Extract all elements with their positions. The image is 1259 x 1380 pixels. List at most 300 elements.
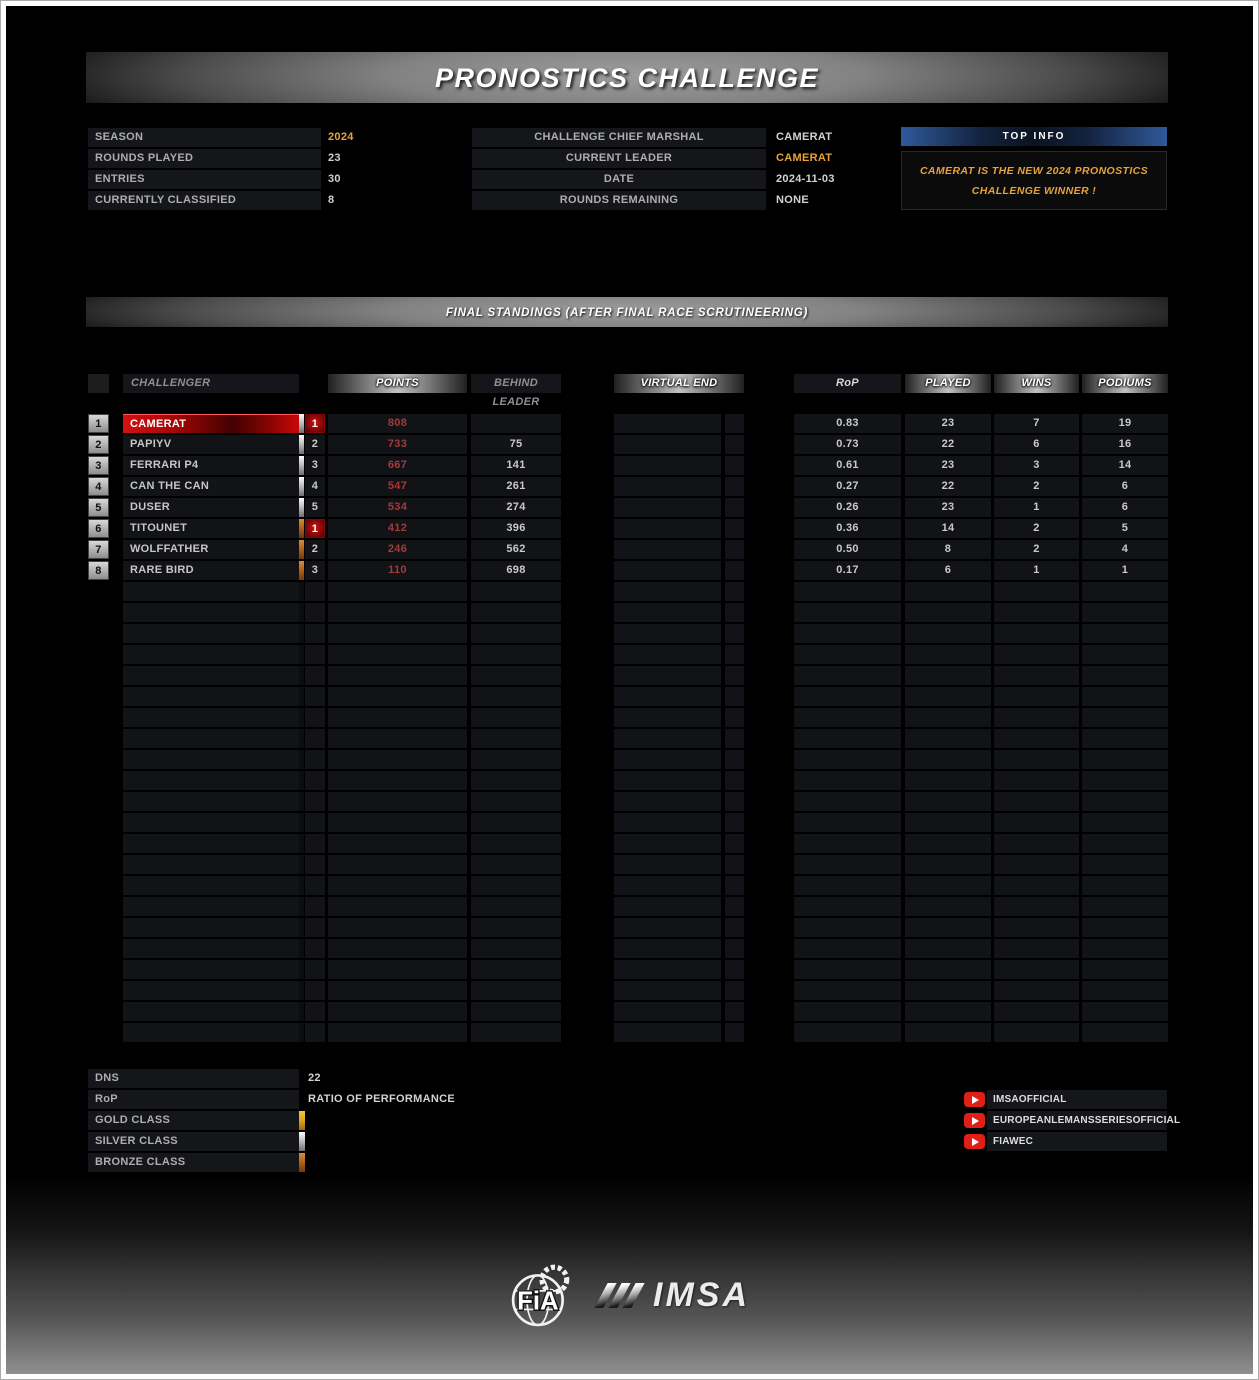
cell-wins[interactable]: [994, 1023, 1079, 1042]
cell-rop[interactable]: [794, 981, 901, 1000]
cell-rop[interactable]: [794, 813, 901, 832]
cell-podiums[interactable]: [1082, 792, 1168, 811]
cell-wins[interactable]: 3: [994, 456, 1079, 475]
cell-points[interactable]: 110: [328, 561, 467, 580]
cell-podiums[interactable]: [1082, 960, 1168, 979]
cell-points[interactable]: [328, 960, 467, 979]
cell-rop[interactable]: [794, 603, 901, 622]
cell-points[interactable]: [328, 645, 467, 664]
cell-behind-leader[interactable]: [471, 582, 561, 601]
cell-class-rank[interactable]: [305, 918, 325, 937]
cell-points[interactable]: [328, 981, 467, 1000]
cell-podiums[interactable]: [1082, 939, 1168, 958]
cell-behind-leader[interactable]: [471, 876, 561, 895]
cell-challenger[interactable]: RARE BIRD: [123, 561, 299, 580]
cell-class-rank[interactable]: 1: [305, 519, 325, 538]
cell-rop[interactable]: [794, 834, 901, 853]
cell-rop[interactable]: [794, 771, 901, 790]
cell-virtual-end-2[interactable]: [725, 540, 744, 559]
cell-rop[interactable]: 0.17: [794, 561, 901, 580]
cell-podiums[interactable]: [1082, 813, 1168, 832]
cell-points[interactable]: 733: [328, 435, 467, 454]
cell-virtual-end[interactable]: [614, 813, 721, 832]
cell-virtual-end-2[interactable]: [725, 750, 744, 769]
cell-behind-leader[interactable]: [471, 834, 561, 853]
cell-challenger[interactable]: [123, 603, 299, 622]
cell-virtual-end[interactable]: [614, 981, 721, 1000]
youtube-icon[interactable]: [964, 1092, 985, 1107]
cell-virtual-end[interactable]: [614, 435, 721, 454]
cell-played[interactable]: [905, 624, 991, 643]
cell-rop[interactable]: [794, 666, 901, 685]
cell-points[interactable]: [328, 834, 467, 853]
cell-rop[interactable]: [794, 897, 901, 916]
cell-virtual-end-2[interactable]: [725, 771, 744, 790]
cell-class-rank[interactable]: [305, 981, 325, 1000]
cell-wins[interactable]: [994, 960, 1079, 979]
cell-virtual-end-2[interactable]: [725, 708, 744, 727]
cell-points[interactable]: [328, 666, 467, 685]
cell-podiums[interactable]: [1082, 1023, 1168, 1042]
cell-behind-leader[interactable]: 75: [471, 435, 561, 454]
cell-challenger[interactable]: [123, 918, 299, 937]
cell-virtual-end-2[interactable]: [725, 897, 744, 916]
cell-played[interactable]: [905, 813, 991, 832]
cell-challenger[interactable]: [123, 1023, 299, 1042]
cell-wins[interactable]: [994, 687, 1079, 706]
cell-wins[interactable]: 2: [994, 540, 1079, 559]
cell-class-rank[interactable]: [305, 645, 325, 664]
cell-behind-leader[interactable]: [471, 750, 561, 769]
cell-challenger[interactable]: CAMERAT: [123, 414, 299, 433]
cell-challenger[interactable]: [123, 582, 299, 601]
cell-virtual-end[interactable]: [614, 1002, 721, 1021]
cell-wins[interactable]: [994, 666, 1079, 685]
cell-podiums[interactable]: [1082, 645, 1168, 664]
cell-points[interactable]: [328, 939, 467, 958]
cell-wins[interactable]: 2: [994, 519, 1079, 538]
cell-wins[interactable]: [994, 834, 1079, 853]
cell-class-rank[interactable]: [305, 813, 325, 832]
cell-played[interactable]: 22: [905, 435, 991, 454]
cell-class-rank[interactable]: 4: [305, 477, 325, 496]
cell-points[interactable]: [328, 750, 467, 769]
cell-virtual-end[interactable]: [614, 918, 721, 937]
cell-class-rank[interactable]: [305, 687, 325, 706]
cell-rop[interactable]: [794, 687, 901, 706]
cell-rop[interactable]: 0.27: [794, 477, 901, 496]
cell-virtual-end[interactable]: [614, 624, 721, 643]
cell-wins[interactable]: [994, 1002, 1079, 1021]
cell-points[interactable]: [328, 918, 467, 937]
cell-challenger[interactable]: [123, 687, 299, 706]
cell-challenger[interactable]: [123, 897, 299, 916]
cell-virtual-end[interactable]: [614, 708, 721, 727]
cell-class-rank[interactable]: [305, 792, 325, 811]
cell-behind-leader[interactable]: [471, 414, 561, 433]
cell-virtual-end-2[interactable]: [725, 939, 744, 958]
cell-virtual-end[interactable]: [614, 582, 721, 601]
cell-behind-leader[interactable]: [471, 855, 561, 874]
cell-played[interactable]: [905, 582, 991, 601]
cell-podiums[interactable]: [1082, 876, 1168, 895]
cell-virtual-end[interactable]: [614, 687, 721, 706]
cell-challenger[interactable]: [123, 876, 299, 895]
cell-wins[interactable]: 1: [994, 498, 1079, 517]
cell-virtual-end[interactable]: [614, 666, 721, 685]
cell-class-rank[interactable]: [305, 960, 325, 979]
cell-challenger[interactable]: [123, 792, 299, 811]
cell-wins[interactable]: 1: [994, 561, 1079, 580]
cell-played[interactable]: 8: [905, 540, 991, 559]
cell-class-rank[interactable]: [305, 834, 325, 853]
cell-podiums[interactable]: [1082, 582, 1168, 601]
cell-virtual-end-2[interactable]: [725, 1002, 744, 1021]
cell-points[interactable]: 534: [328, 498, 467, 517]
cell-behind-leader[interactable]: [471, 771, 561, 790]
cell-virtual-end-2[interactable]: [725, 960, 744, 979]
youtube-link[interactable]: IMSAOFFICIAL: [987, 1090, 1167, 1109]
cell-virtual-end-2[interactable]: [725, 687, 744, 706]
cell-challenger[interactable]: FERRARI P4: [123, 456, 299, 475]
youtube-icon[interactable]: [964, 1134, 985, 1149]
cell-virtual-end[interactable]: [614, 771, 721, 790]
cell-class-rank[interactable]: 3: [305, 456, 325, 475]
cell-rop[interactable]: 0.83: [794, 414, 901, 433]
cell-class-rank[interactable]: [305, 603, 325, 622]
cell-behind-leader[interactable]: 141: [471, 456, 561, 475]
cell-virtual-end[interactable]: [614, 540, 721, 559]
cell-points[interactable]: 808: [328, 414, 467, 433]
cell-behind-leader[interactable]: 698: [471, 561, 561, 580]
cell-played[interactable]: [905, 1023, 991, 1042]
cell-played[interactable]: 23: [905, 456, 991, 475]
cell-podiums[interactable]: [1082, 918, 1168, 937]
cell-virtual-end-2[interactable]: [725, 813, 744, 832]
cell-podiums[interactable]: [1082, 750, 1168, 769]
cell-behind-leader[interactable]: [471, 918, 561, 937]
cell-challenger[interactable]: [123, 708, 299, 727]
cell-podiums[interactable]: [1082, 624, 1168, 643]
cell-challenger[interactable]: [123, 1002, 299, 1021]
cell-virtual-end[interactable]: [614, 456, 721, 475]
cell-virtual-end[interactable]: [614, 1023, 721, 1042]
cell-points[interactable]: [328, 897, 467, 916]
cell-class-rank[interactable]: [305, 939, 325, 958]
cell-virtual-end-2[interactable]: [725, 477, 744, 496]
cell-rop[interactable]: [794, 855, 901, 874]
cell-rop[interactable]: [794, 750, 901, 769]
cell-podiums[interactable]: 1: [1082, 561, 1168, 580]
cell-wins[interactable]: 2: [994, 477, 1079, 496]
cell-virtual-end[interactable]: [614, 519, 721, 538]
cell-class-rank[interactable]: 1: [305, 414, 325, 433]
cell-challenger[interactable]: [123, 981, 299, 1000]
youtube-icon[interactable]: [964, 1113, 985, 1128]
cell-points[interactable]: [328, 813, 467, 832]
cell-rop[interactable]: [794, 624, 901, 643]
cell-challenger[interactable]: CAN THE CAN: [123, 477, 299, 496]
cell-wins[interactable]: [994, 813, 1079, 832]
cell-wins[interactable]: [994, 792, 1079, 811]
cell-behind-leader[interactable]: [471, 792, 561, 811]
cell-wins[interactable]: 6: [994, 435, 1079, 454]
cell-points[interactable]: [328, 729, 467, 748]
cell-points[interactable]: [328, 624, 467, 643]
cell-podiums[interactable]: 14: [1082, 456, 1168, 475]
cell-behind-leader[interactable]: [471, 897, 561, 916]
cell-wins[interactable]: 7: [994, 414, 1079, 433]
cell-played[interactable]: 23: [905, 498, 991, 517]
cell-played[interactable]: [905, 750, 991, 769]
cell-virtual-end-2[interactable]: [725, 834, 744, 853]
cell-behind-leader[interactable]: [471, 708, 561, 727]
cell-rop[interactable]: 0.73: [794, 435, 901, 454]
cell-behind-leader[interactable]: [471, 687, 561, 706]
cell-virtual-end-2[interactable]: [725, 519, 744, 538]
cell-challenger[interactable]: [123, 750, 299, 769]
cell-virtual-end[interactable]: [614, 561, 721, 580]
cell-class-rank[interactable]: 3: [305, 561, 325, 580]
cell-virtual-end[interactable]: [614, 834, 721, 853]
cell-challenger[interactable]: [123, 939, 299, 958]
cell-points[interactable]: [328, 771, 467, 790]
cell-played[interactable]: [905, 939, 991, 958]
cell-virtual-end[interactable]: [614, 960, 721, 979]
cell-points[interactable]: 246: [328, 540, 467, 559]
cell-challenger[interactable]: WOLFFATHER: [123, 540, 299, 559]
cell-behind-leader[interactable]: [471, 624, 561, 643]
cell-virtual-end[interactable]: [614, 477, 721, 496]
cell-virtual-end[interactable]: [614, 792, 721, 811]
cell-podiums[interactable]: [1082, 771, 1168, 790]
cell-virtual-end[interactable]: [614, 645, 721, 664]
cell-behind-leader[interactable]: [471, 981, 561, 1000]
cell-podiums[interactable]: 16: [1082, 435, 1168, 454]
cell-virtual-end-2[interactable]: [725, 603, 744, 622]
cell-class-rank[interactable]: [305, 708, 325, 727]
cell-rop[interactable]: [794, 729, 901, 748]
cell-podiums[interactable]: [1082, 708, 1168, 727]
cell-behind-leader[interactable]: [471, 603, 561, 622]
cell-class-rank[interactable]: [305, 1002, 325, 1021]
cell-virtual-end-2[interactable]: [725, 582, 744, 601]
cell-challenger[interactable]: [123, 834, 299, 853]
cell-podiums[interactable]: 6: [1082, 477, 1168, 496]
cell-virtual-end[interactable]: [614, 855, 721, 874]
cell-challenger[interactable]: [123, 729, 299, 748]
cell-rop[interactable]: [794, 792, 901, 811]
cell-challenger[interactable]: [123, 855, 299, 874]
cell-podiums[interactable]: [1082, 855, 1168, 874]
cell-wins[interactable]: [994, 708, 1079, 727]
cell-class-rank[interactable]: [305, 771, 325, 790]
cell-challenger[interactable]: [123, 645, 299, 664]
cell-virtual-end-2[interactable]: [725, 666, 744, 685]
cell-points[interactable]: [328, 582, 467, 601]
youtube-link[interactable]: FIAWEC: [987, 1132, 1167, 1151]
cell-virtual-end-2[interactable]: [725, 645, 744, 664]
cell-rop[interactable]: 0.50: [794, 540, 901, 559]
cell-challenger[interactable]: PAPIYV: [123, 435, 299, 454]
cell-points[interactable]: [328, 1002, 467, 1021]
cell-wins[interactable]: [994, 918, 1079, 937]
cell-played[interactable]: [905, 792, 991, 811]
cell-wins[interactable]: [994, 582, 1079, 601]
cell-class-rank[interactable]: 5: [305, 498, 325, 517]
cell-played[interactable]: [905, 918, 991, 937]
cell-behind-leader[interactable]: [471, 939, 561, 958]
cell-wins[interactable]: [994, 624, 1079, 643]
cell-played[interactable]: [905, 729, 991, 748]
cell-wins[interactable]: [994, 876, 1079, 895]
cell-rop[interactable]: [794, 1023, 901, 1042]
cell-challenger[interactable]: [123, 624, 299, 643]
cell-podiums[interactable]: 6: [1082, 498, 1168, 517]
cell-challenger[interactable]: [123, 960, 299, 979]
cell-virtual-end-2[interactable]: [725, 456, 744, 475]
cell-played[interactable]: [905, 960, 991, 979]
cell-virtual-end-2[interactable]: [725, 414, 744, 433]
cell-class-rank[interactable]: [305, 729, 325, 748]
cell-wins[interactable]: [994, 981, 1079, 1000]
cell-class-rank[interactable]: [305, 855, 325, 874]
cell-virtual-end[interactable]: [614, 750, 721, 769]
cell-played[interactable]: [905, 1002, 991, 1021]
cell-played[interactable]: 23: [905, 414, 991, 433]
cell-points[interactable]: 412: [328, 519, 467, 538]
cell-wins[interactable]: [994, 750, 1079, 769]
cell-points[interactable]: [328, 687, 467, 706]
cell-played[interactable]: [905, 876, 991, 895]
cell-behind-leader[interactable]: [471, 666, 561, 685]
cell-wins[interactable]: [994, 729, 1079, 748]
cell-class-rank[interactable]: [305, 582, 325, 601]
cell-rop[interactable]: [794, 645, 901, 664]
cell-virtual-end[interactable]: [614, 729, 721, 748]
cell-behind-leader[interactable]: [471, 1023, 561, 1042]
cell-virtual-end[interactable]: [614, 897, 721, 916]
cell-virtual-end[interactable]: [614, 414, 721, 433]
cell-virtual-end-2[interactable]: [725, 792, 744, 811]
cell-played[interactable]: 6: [905, 561, 991, 580]
cell-played[interactable]: [905, 603, 991, 622]
cell-wins[interactable]: [994, 603, 1079, 622]
cell-rop[interactable]: [794, 582, 901, 601]
cell-played[interactable]: [905, 708, 991, 727]
cell-rop[interactable]: [794, 1002, 901, 1021]
cell-behind-leader[interactable]: 274: [471, 498, 561, 517]
cell-virtual-end[interactable]: [614, 876, 721, 895]
cell-virtual-end[interactable]: [614, 498, 721, 517]
cell-podiums[interactable]: [1082, 981, 1168, 1000]
cell-rop[interactable]: 0.26: [794, 498, 901, 517]
cell-behind-leader[interactable]: [471, 1002, 561, 1021]
cell-behind-leader[interactable]: 396: [471, 519, 561, 538]
cell-challenger[interactable]: DUSER: [123, 498, 299, 517]
cell-played[interactable]: [905, 834, 991, 853]
cell-wins[interactable]: [994, 771, 1079, 790]
cell-rop[interactable]: [794, 939, 901, 958]
youtube-link[interactable]: EUROPEANLEMANSSERIESOFFICIAL: [987, 1111, 1167, 1130]
cell-virtual-end[interactable]: [614, 603, 721, 622]
cell-class-rank[interactable]: [305, 897, 325, 916]
cell-played[interactable]: [905, 771, 991, 790]
cell-podiums[interactable]: 5: [1082, 519, 1168, 538]
cell-podiums[interactable]: 4: [1082, 540, 1168, 559]
cell-class-rank[interactable]: 2: [305, 435, 325, 454]
cell-virtual-end-2[interactable]: [725, 1023, 744, 1042]
cell-challenger[interactable]: TITOUNET: [123, 519, 299, 538]
cell-played[interactable]: 22: [905, 477, 991, 496]
cell-virtual-end-2[interactable]: [725, 624, 744, 643]
cell-podiums[interactable]: [1082, 1002, 1168, 1021]
cell-podiums[interactable]: [1082, 666, 1168, 685]
cell-points[interactable]: [328, 603, 467, 622]
cell-wins[interactable]: [994, 645, 1079, 664]
cell-played[interactable]: [905, 897, 991, 916]
cell-challenger[interactable]: [123, 771, 299, 790]
cell-podiums[interactable]: [1082, 687, 1168, 706]
cell-points[interactable]: [328, 708, 467, 727]
cell-class-rank[interactable]: [305, 876, 325, 895]
cell-class-rank[interactable]: [305, 666, 325, 685]
cell-played[interactable]: [905, 666, 991, 685]
cell-virtual-end-2[interactable]: [725, 498, 744, 517]
cell-points[interactable]: [328, 876, 467, 895]
cell-podiums[interactable]: [1082, 834, 1168, 853]
cell-podiums[interactable]: [1082, 729, 1168, 748]
cell-challenger[interactable]: [123, 813, 299, 832]
cell-class-rank[interactable]: 2: [305, 540, 325, 559]
cell-wins[interactable]: [994, 897, 1079, 916]
cell-wins[interactable]: [994, 855, 1079, 874]
cell-points[interactable]: 547: [328, 477, 467, 496]
cell-played[interactable]: [905, 855, 991, 874]
cell-podiums[interactable]: [1082, 603, 1168, 622]
cell-behind-leader[interactable]: [471, 813, 561, 832]
cell-points[interactable]: 667: [328, 456, 467, 475]
cell-virtual-end-2[interactable]: [725, 876, 744, 895]
cell-points[interactable]: [328, 855, 467, 874]
cell-behind-leader[interactable]: 562: [471, 540, 561, 559]
cell-class-rank[interactable]: [305, 750, 325, 769]
cell-played[interactable]: 14: [905, 519, 991, 538]
cell-behind-leader[interactable]: [471, 645, 561, 664]
cell-class-rank[interactable]: [305, 624, 325, 643]
cell-points[interactable]: [328, 1023, 467, 1042]
cell-behind-leader[interactable]: [471, 960, 561, 979]
cell-points[interactable]: [328, 792, 467, 811]
cell-podiums[interactable]: [1082, 897, 1168, 916]
cell-rop[interactable]: [794, 876, 901, 895]
cell-virtual-end[interactable]: [614, 939, 721, 958]
cell-virtual-end-2[interactable]: [725, 855, 744, 874]
cell-virtual-end-2[interactable]: [725, 981, 744, 1000]
cell-virtual-end-2[interactable]: [725, 561, 744, 580]
cell-played[interactable]: [905, 981, 991, 1000]
cell-rop[interactable]: [794, 708, 901, 727]
cell-rop[interactable]: 0.61: [794, 456, 901, 475]
cell-challenger[interactable]: [123, 666, 299, 685]
cell-played[interactable]: [905, 645, 991, 664]
cell-behind-leader[interactable]: 261: [471, 477, 561, 496]
cell-class-rank[interactable]: [305, 1023, 325, 1042]
cell-rop[interactable]: [794, 918, 901, 937]
cell-behind-leader[interactable]: [471, 729, 561, 748]
cell-played[interactable]: [905, 687, 991, 706]
cell-virtual-end-2[interactable]: [725, 918, 744, 937]
